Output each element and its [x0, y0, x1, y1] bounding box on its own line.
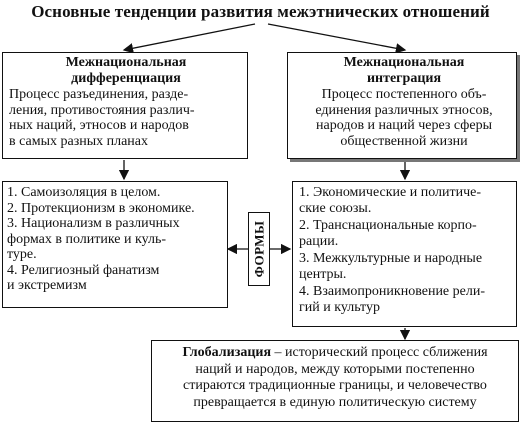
list-item: 3. Межкультурные и народные центры.	[299, 251, 483, 282]
text-line: единения различных этносов,	[315, 102, 493, 118]
differentiation-forms-list	[7, 185, 223, 294]
globalization-box	[151, 340, 519, 422]
differentiation-heading-1: Межнациональная	[65, 55, 187, 70]
differentiation-text	[9, 87, 243, 149]
list-item: 1. Самоизоляция в целом.	[7, 185, 161, 200]
integration-box	[287, 52, 517, 159]
text-line: общественной жизни	[340, 133, 468, 149]
integration-text	[296, 87, 512, 149]
globalization-line-3: стираются традиционные границы, и человечество	[183, 378, 487, 393]
arrow-to-integration	[268, 24, 405, 50]
differentiation-heading-2: дифференциация	[71, 71, 181, 86]
list-item: 1. Экономические и политиче- ские союзы.	[299, 185, 482, 216]
text-line: ных наций, этносов и народов	[9, 118, 189, 133]
integration-forms-list	[299, 185, 512, 315]
text-line: Процесс постепенного объ-	[321, 87, 487, 102]
list-item: 3. Национализм в различных формах в политике и куль- туре.	[7, 216, 180, 262]
globalization-line-2: наций и народов, между которыми постепенно	[195, 361, 475, 377]
differentiation-box	[2, 52, 248, 159]
list-item: 2. Транснациональные корпо- рации.	[299, 218, 477, 249]
globalization-line-1: Глобализация – исторический процесс сближения	[182, 345, 488, 360]
globalization-line-4: превращается в единую политическую систему	[193, 394, 477, 410]
forms-label-box	[248, 212, 270, 286]
list-item: 4. Взаимопроникновение рели- гий и культур	[299, 284, 485, 315]
text-line: ления, противостояния различ-	[9, 102, 195, 118]
integration-heading-1: Межнациональная	[343, 55, 465, 70]
diagram-title: Основные тенденции развития межэтнических отношений	[31, 2, 490, 21]
integration-heading-2: интеграция	[366, 71, 442, 86]
integration-forms-box	[292, 181, 517, 327]
arrow-to-differentiation	[124, 24, 255, 50]
differentiation-forms-box	[2, 181, 228, 308]
list-item: 2. Протекционизм в экономике.	[7, 200, 195, 216]
text-line: Процесс разъединения, разде-	[9, 87, 189, 102]
forms-label: ФОРМЫ	[251, 220, 267, 278]
text-line: народов и наций через сферы	[316, 118, 492, 133]
text-line: в самых разных планах	[9, 133, 149, 149]
list-item: 4. Религиозный фанатизм и экстремизм	[7, 262, 160, 293]
globalization-term: Глобализация	[182, 345, 272, 360]
